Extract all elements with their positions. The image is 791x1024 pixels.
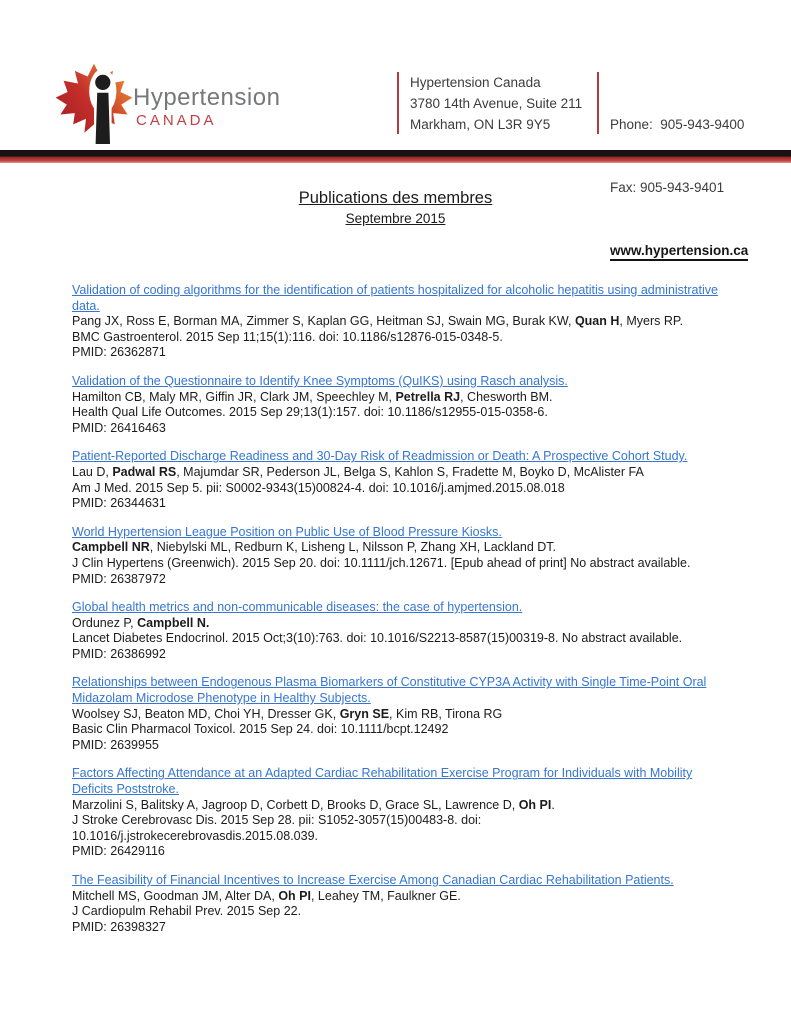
- brand-name: Hypertension: [133, 84, 281, 111]
- author-names: , Leahey TM, Faulkner GE.: [310, 888, 461, 903]
- member-author-name: Padwal RS: [112, 464, 177, 479]
- author-names: , Majumdar SR, Pederson JL, Belga S, Kahlon S, Fradette M, Boyko D, McAlister FA: [176, 464, 644, 479]
- page-title: Publications des membres: [298, 189, 493, 207]
- brand-country: CANADA: [136, 112, 217, 129]
- publication-citation: Basic Clin Pharmacol Toxicol. 2015 Sep 24. doi: 10.1111/bcpt.12492: [72, 722, 449, 737]
- publication-entry: [72, 766, 724, 860]
- contact-block: [597, 72, 749, 258]
- publication-pmid: PMID: 26386992: [72, 646, 166, 661]
- publication-pmid: PMID: 26387972: [72, 571, 166, 586]
- publication-entry: [72, 675, 724, 753]
- member-author-name: Campbell N.: [137, 615, 210, 630]
- publication-title: [72, 283, 724, 314]
- publication-authors: [72, 889, 724, 905]
- publication-citation: J Cardiopulm Rehabil Prev. 2015 Sep 22.: [72, 904, 302, 919]
- phone-number: Phone: 905-943-9400: [610, 117, 745, 132]
- publication-citation: Lancet Diabetes Endocrinol. 2015 Oct;3(10):763. doi: 10.1016/S2213-8587(15)00319-8. No abstract available.: [72, 631, 683, 646]
- publication-citation: J Clin Hypertens (Greenwich). 2015 Sep 20. doi: 10.1111/jch.12671. [Epub ahead of print] No abstract available.: [72, 555, 691, 570]
- publication-title-link[interactable]: Validation of coding algorithms for the identification of patients hospitalized for alcoholic hepatitis using administrative data.: [72, 283, 718, 313]
- member-author-name: Oh PI: [278, 888, 311, 903]
- publication-entry: [72, 283, 724, 361]
- publication-authors: [72, 465, 724, 481]
- address-line-2: 3780 14th Avenue, Suite 211: [410, 96, 583, 111]
- member-author-name: Campbell NR: [72, 540, 150, 555]
- publication-title-link[interactable]: The Feasibility of Financial Incentives to Increase Exercise Among Canadian Cardiac Rehabilitation Patients.: [72, 873, 674, 887]
- page-subtitle: Septembre 2015: [345, 211, 446, 226]
- publications-list: [72, 283, 724, 948]
- author-names: Woolsey SJ, Beaton MD, Choi YH, Dresser GK,: [72, 706, 340, 721]
- publication-title-link[interactable]: Validation of the Questionnaire to Identify Knee Symptoms (QuIKS) using Rasch analysis.: [72, 373, 568, 388]
- publication-citation: BMC Gastroenterol. 2015 Sep 11;15(1):116. doi: 10.1186/s12876-015-0348-5.: [72, 329, 503, 344]
- address-line-3: Markham, ON L3R 9Y5: [410, 117, 551, 132]
- publication-authors: [72, 616, 724, 632]
- author-names: Ordunez P,: [72, 615, 138, 630]
- address-line-1: Hypertension Canada: [410, 75, 541, 90]
- address-block: [397, 72, 582, 134]
- author-names: Hamilton CB, Maly MR, Giffin JR, Clark JM, Speechley M,: [72, 389, 396, 404]
- publication-title-link[interactable]: Patient-Reported Discharge Readiness and 30-Day Risk of Readmission or Death: A Prospective Cohort Study.: [72, 449, 688, 464]
- publication-entry: [72, 873, 724, 935]
- publication-citation: Am J Med. 2015 Sep 5. pii: S0002-9343(15)00824-4. doi: 10.1016/j.amjmed.2015.08.018: [72, 480, 565, 495]
- publication-title-link[interactable]: Global health metrics and non-communicable diseases: the case of hypertension.: [72, 600, 523, 615]
- header-divider-bar: [0, 150, 791, 163]
- publication-title: [72, 766, 724, 797]
- author-names: .: [551, 797, 555, 812]
- publication-authors: [72, 540, 724, 556]
- author-names: , Kim RB, Tirona RG: [389, 706, 503, 721]
- publication-citation: Health Qual Life Outcomes. 2015 Sep 29;13(1):157. doi: 10.1186/s12955-015-0358-6.: [72, 405, 548, 420]
- author-names: , Chesworth BM.: [460, 389, 553, 404]
- website-link[interactable]: www.hypertension.ca: [610, 242, 748, 261]
- publication-citation: J Stroke Cerebrovasc Dis. 2015 Sep 28. pii: S1052-3057(15)00483-8. doi: 10.1016/j.jstrokecerebrovasdis.2015.08.039.: [72, 813, 482, 843]
- publication-entry: [72, 374, 724, 436]
- member-author-name: Quan H: [574, 314, 620, 329]
- publication-pmid: PMID: 26398327: [72, 919, 166, 934]
- fax-number: Fax: 905-943-9401: [610, 180, 725, 195]
- publication-entry: [72, 525, 724, 587]
- member-author-name: Gryn SE: [339, 706, 390, 721]
- publication-entry: [72, 600, 724, 662]
- publication-title: [72, 374, 724, 390]
- publication-pmid: PMID: 26416463: [72, 420, 166, 435]
- author-names: Lau D,: [72, 464, 113, 479]
- publication-title-link[interactable]: World Hypertension League Position on Public Use of Blood Pressure Kiosks.: [72, 524, 502, 539]
- member-author-name: Petrella RJ: [395, 389, 461, 404]
- publication-title: [72, 675, 724, 706]
- author-names: Mitchell MS, Goodman JM, Alter DA,: [72, 888, 279, 903]
- author-names: , Myers RP.: [619, 314, 684, 329]
- member-author-name: Oh PI: [518, 797, 552, 812]
- publication-pmid: PMID: 26344631: [72, 496, 166, 511]
- maple-leaf-logo-icon: [54, 62, 134, 154]
- author-names: Pang JX, Ross E, Borman MA, Zimmer S, Kaplan GG, Heitman SJ, Swain MG, Burak KW,: [72, 314, 575, 329]
- publication-authors: [72, 798, 724, 814]
- author-names: , Niebylski ML, Redburn K, Lisheng L, Nilsson P, Zhang XH, Lackland DT.: [149, 540, 557, 555]
- publication-authors: [72, 390, 724, 406]
- publication-title: [72, 600, 724, 616]
- publication-title-link[interactable]: Relationships between Endogenous Plasma Biomarkers of Constitutive CYP3A Activity with Single Time-Point Oral Midazolam Microdose Phenotype in Healthy Subjects.: [72, 675, 707, 706]
- publication-title: [72, 873, 724, 889]
- publication-pmid: PMID: 26362871: [72, 345, 166, 360]
- publication-title-link[interactable]: Factors Affecting Attendance at an Adapted Cardiac Rehabilitation Exercise Program for Individuals with Mobility Deficits Poststroke.: [72, 766, 693, 797]
- author-names: Marzolini S, Balitsky A, Jagroop D, Corbett D, Brooks D, Grace SL, Lawrence D,: [72, 797, 519, 812]
- publication-pmid: PMID: 2639955: [72, 737, 159, 752]
- publication-pmid: PMID: 26429116: [72, 844, 165, 859]
- publication-authors: [72, 314, 724, 330]
- publication-entry: [72, 449, 724, 511]
- publication-title: [72, 449, 724, 465]
- publication-authors: [72, 707, 724, 723]
- publication-title: [72, 525, 724, 541]
